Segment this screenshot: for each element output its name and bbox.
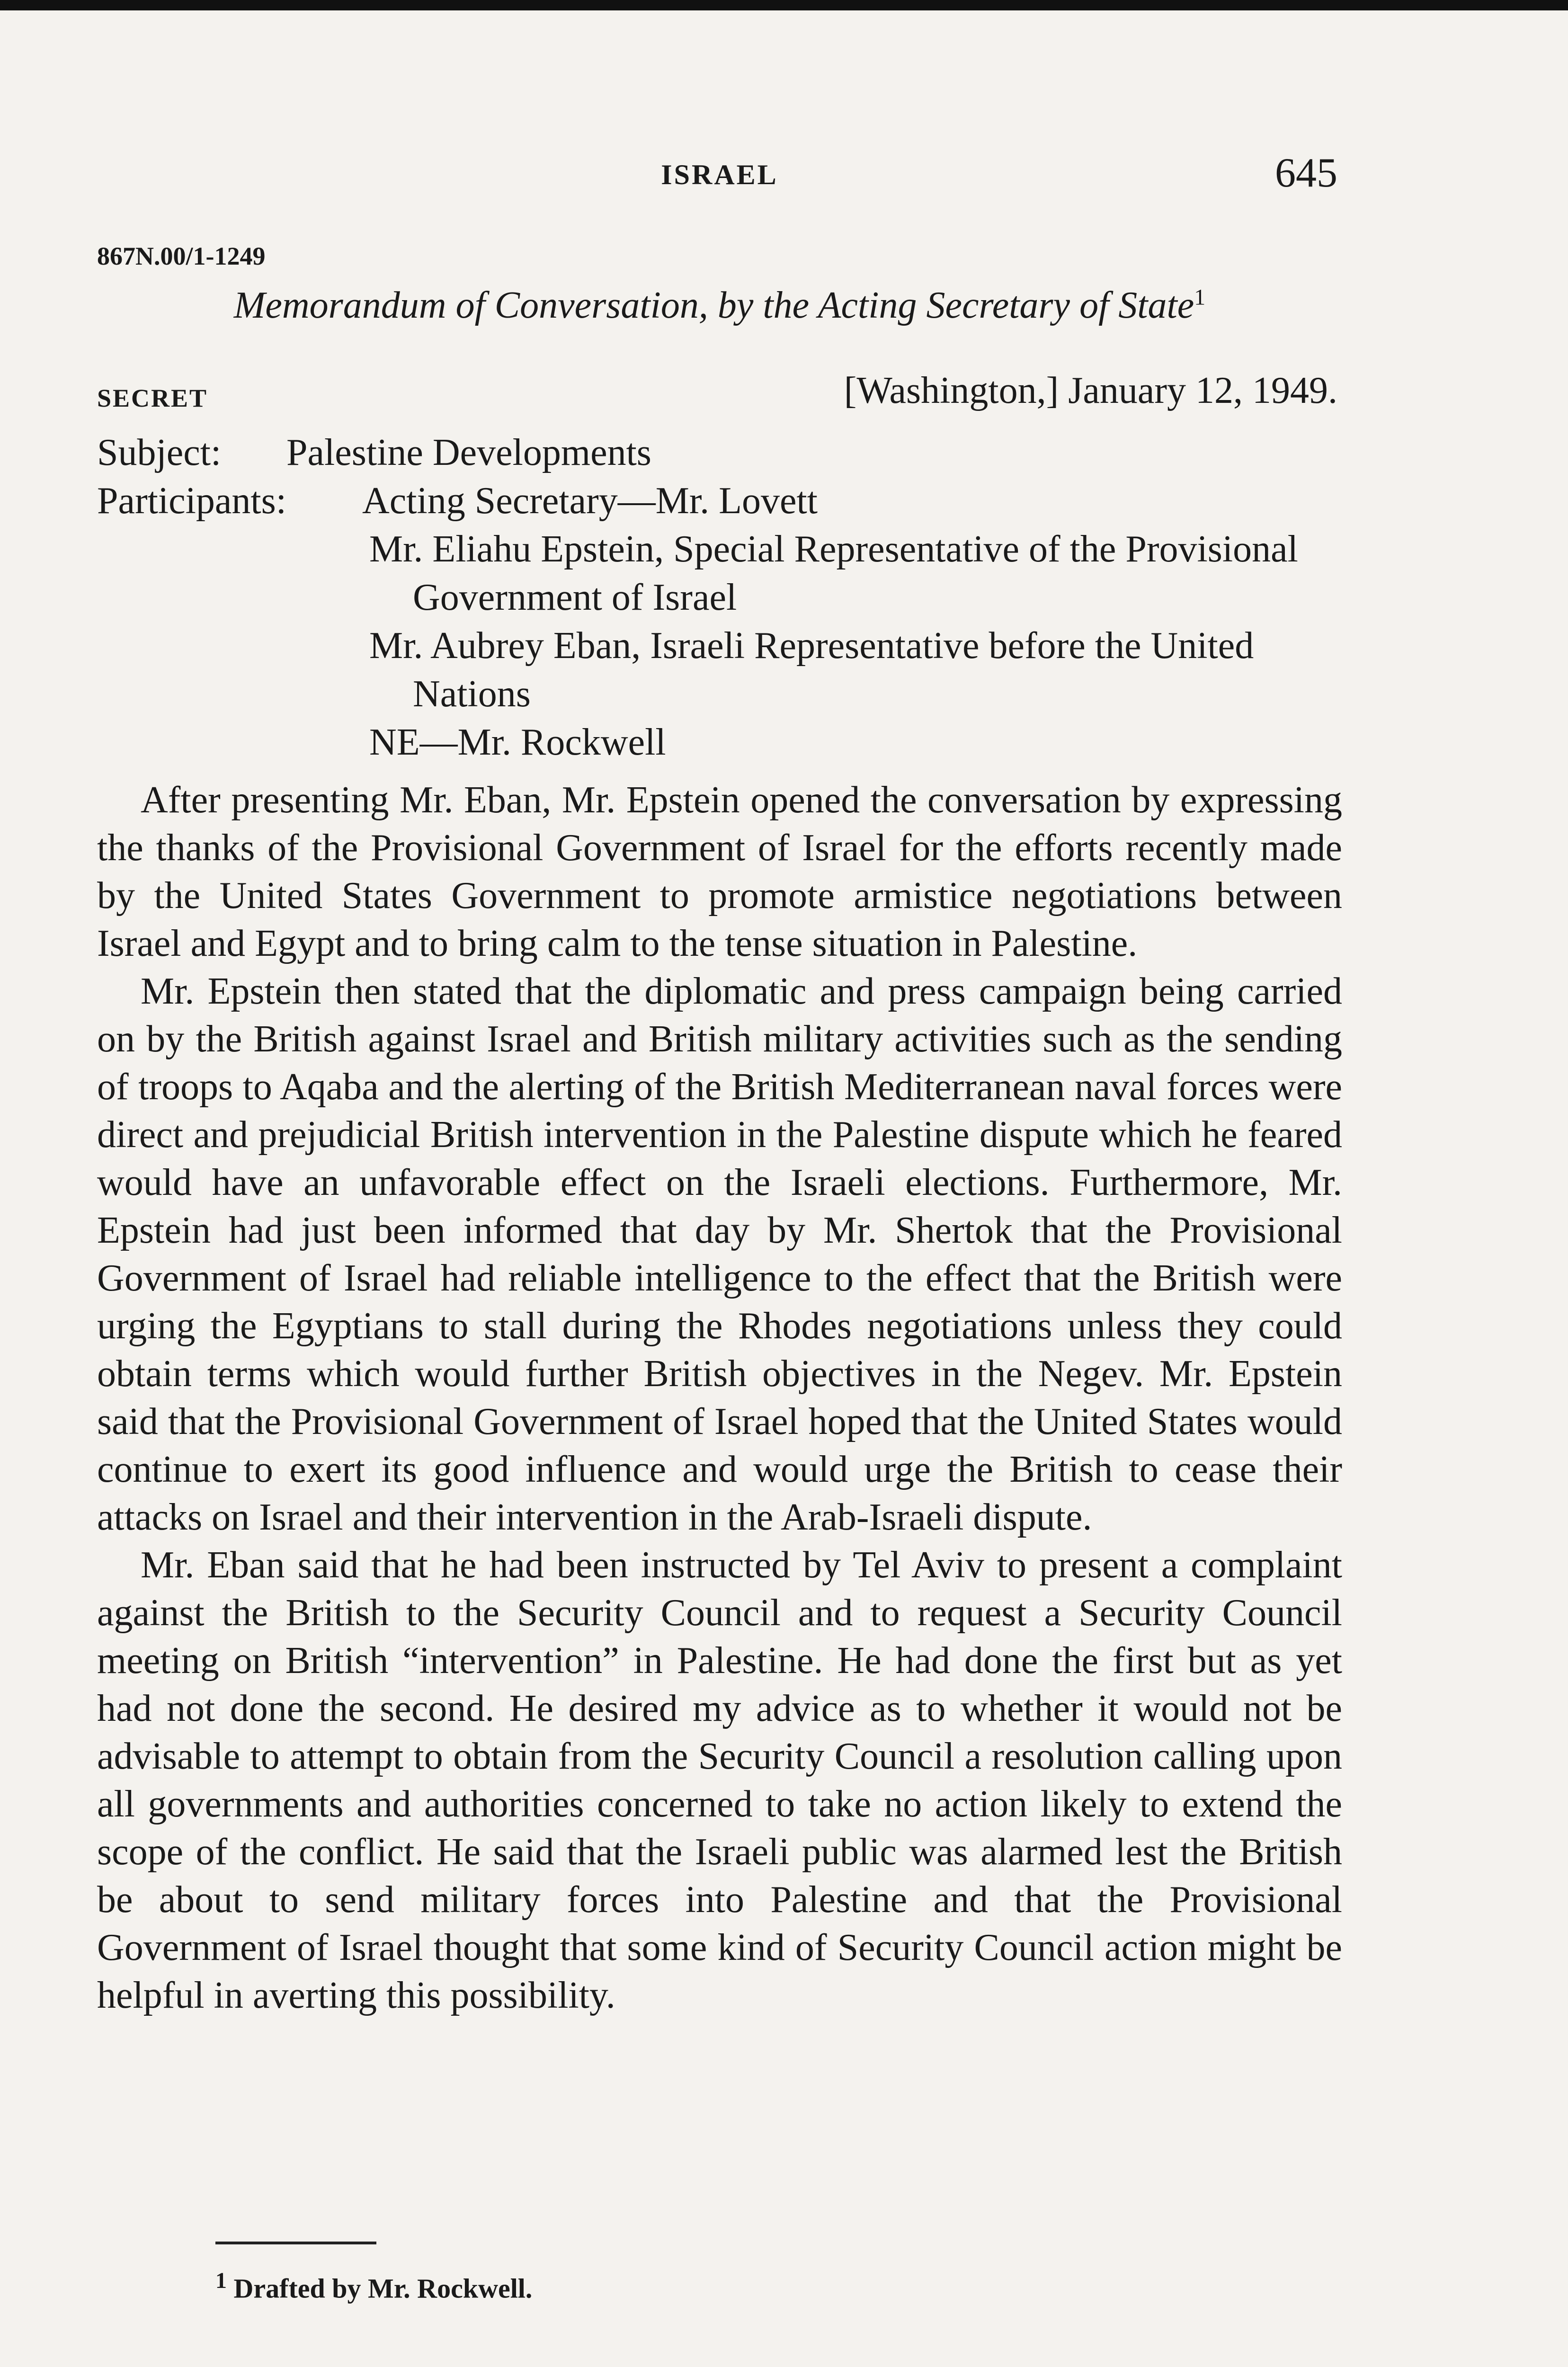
running-title: ISRAEL — [661, 159, 778, 190]
document-title — [97, 284, 1342, 327]
footnote-divider — [215, 2242, 376, 2244]
document-page — [97, 0, 1342, 2367]
place-date: [Washington,] January 12, 1949. — [844, 370, 1337, 411]
page-number: 645 — [1275, 150, 1337, 196]
body-paragraph: After presenting Mr. Eban, Mr. Epstein opened the conversation by expressing the thanks of the Provisional Government of Israel for the efforts recently made by the United States Government to promote armistice negotiations between Israel and Egypt and to bring calm to the tense situation in Palestine. — [97, 779, 1342, 964]
body-paragraph: Mr. Epstein then stated that the diplomatic and press campaign being carried on by the British against Israel and British military activities such as the sending of troops to Aqaba and the alerting of the British Mediterranean naval forces were direct and prejudicial British intervention in the Palestine dispute which he feared would have an unfavorable effect on the Israeli elections. Furthermore, Mr. Epstein had just been informed that day by Mr. Shertok that the Provisional Government of Israel had reliable intelligence to the effect that the British were urging the Egyptians to stall during the Rhodes negotiations unless they could obtain terms which would further British objectives in the Negev. Mr. Epstein said that the Provisional Government of Israel hoped that the United States would continue to exert its good influence and would urge the British to cease their attacks on Israel and their intervention in the Arab-Israeli dispute. — [97, 970, 1342, 1538]
participants-row — [97, 477, 1342, 525]
footnote — [215, 2268, 532, 2304]
footnote-text: Drafted by Mr. Rockwell. — [233, 2273, 533, 2304]
memo-body — [97, 776, 1342, 2020]
subject-row — [97, 428, 1342, 477]
participant-item: Mr. Eliahu Epstein, Special Representative of the Provisional Government of Israel — [369, 528, 1298, 618]
footnote-marker: 1 — [215, 2268, 227, 2293]
participants-list — [362, 477, 818, 525]
participants-label: Participants: — [97, 480, 286, 522]
participant-item: Acting Secretary—Mr. Lovett — [362, 480, 818, 522]
file-number: 867N.00/1-1249 — [97, 242, 266, 270]
memo-header — [97, 428, 1342, 766]
running-head — [97, 149, 1342, 196]
classification-label: SECRET — [97, 384, 208, 412]
subject-value: Palestine Developments — [286, 432, 651, 473]
body-paragraph: Mr. Eban said that he had been instructed by Tel Aviv to present a complaint against the British to the Security Council and to request a Security Council meeting on British “intervention” in Palestine. He had done the first but as yet had not done the second. He desired my advice as to whether it would not be advisable to attempt to obtain from the Security Council a resolution calling upon all governments and authorities concerned to take no action likely to extend the scope of the conflict. He said that the Israeli public was alarmed lest the British be about to send military forces into Palestine and that the Provisional Government of Israel thought that some kind of Security Council action might be helpful in averting this possibility. — [97, 1544, 1342, 2016]
participant-item: NE—Mr. Rockwell — [369, 721, 666, 763]
classification-line — [97, 369, 1342, 417]
footnote-reference: 1 — [1194, 285, 1206, 310]
document-title-text: Memorandum of Conversation, by the Acting Secretary of State — [233, 285, 1194, 326]
participant-item: Mr. Aubrey Eban, Israeli Representative before the United Nations — [369, 625, 1254, 715]
subject-label: Subject: — [97, 432, 222, 473]
